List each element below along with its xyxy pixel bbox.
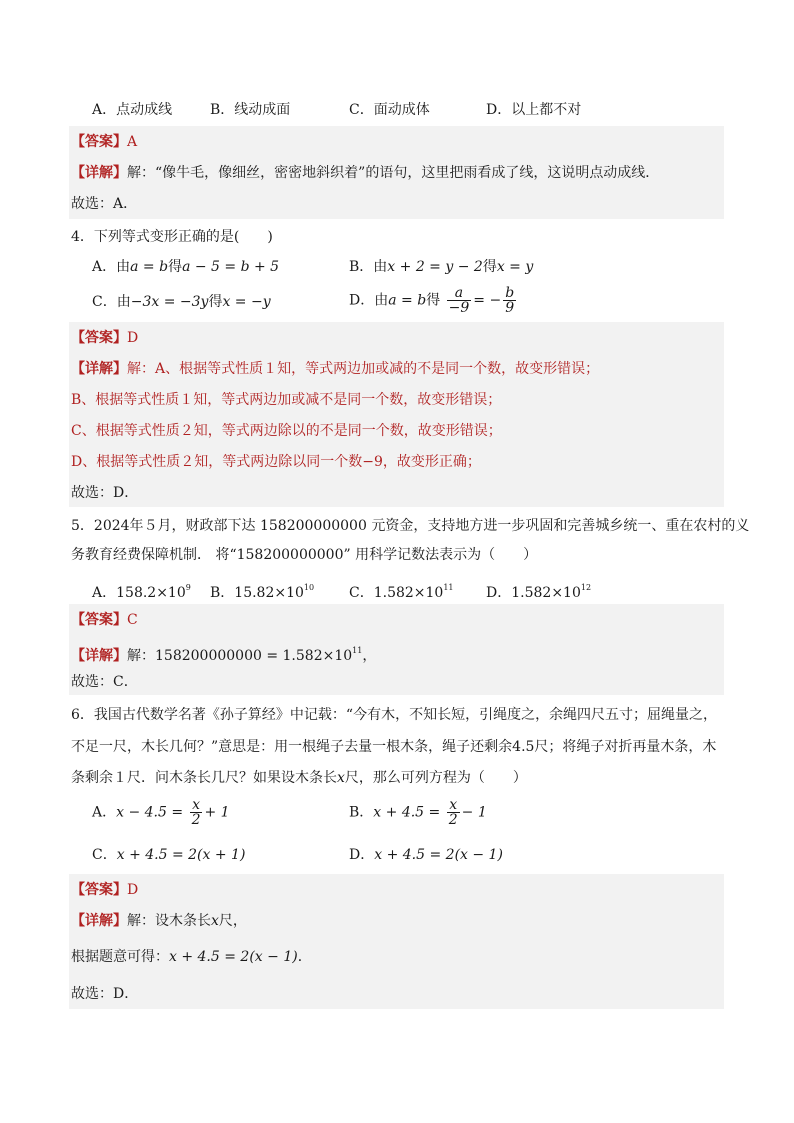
q5-stem-1: 5．2024年５月，财政部下达 158200000000 元资金，支持地方进一步巩固和完善城乡统一、重在农村的义 [71,518,750,534]
q4-answer: D [127,330,139,346]
q4-answer-box [69,322,724,507]
q3-option-a: A．点动成线 [92,102,173,118]
q5-answer: C [127,612,138,628]
q4-option-a: A．由a = b得a − 5 = b + 5 [92,259,280,275]
q3-answer-line [71,132,137,152]
answer-tag: 【答案】 [71,882,127,898]
detail-tag: 【详解】 [71,648,127,664]
q6-answer-line [71,880,138,900]
fraction: $\frac{a}{-9}$ [448,285,470,316]
q4-detail-1: 【详解】解：A、根据等式性质１知，等式两边加或减的不是同一个数，故变形错误； [71,361,600,377]
answer-tag: 【答案】 [71,330,127,346]
q5-choose: 故选：C． [71,674,138,690]
detail-tag: 【详解】 [71,361,127,377]
q6-stem-3: 条剩余１尺．问木条长几尺？如果设木条长x尺，那么可列方程为（ ） [71,770,527,786]
q4-stem: 4．下列等式变形正确的是( ) [71,229,273,245]
q5-stem-2: 务教育经费保障机制． 将“158200000000” 用科学记数法表示为（ ） [71,547,538,563]
q6-option-b: B．x + 4.5 = $\frac{x}{2}$ − 1 [349,797,487,828]
q3-detail: 解：“像牛毛，像细丝，密密地斜织着”的语句，这里把雨看成了线，这说明点动成线． [127,165,660,181]
q4-choose: 故选：D． [71,485,139,501]
q3-option-b: B．线动成面 [210,102,291,118]
q6-answer: D [127,882,139,898]
q5-detail: 【详解】解：$158200000000 = 1.582\times 10^{11}$， [71,646,377,664]
q6-detail-1: 【详解】解：设木条长x尺， [71,913,247,929]
q4-option-b: B．由x + 2 = y − 2得x = y [349,259,534,275]
fraction: $\frac{x}{2}$ [191,797,201,828]
q3-detail-line [71,163,659,183]
q5-option-c: C．$1.582\times 10^{11}$ [349,583,454,601]
q4-detail-4: D、根据等式性质２知，等式两边除以同一个数−9，故变形正确； [71,454,481,470]
detail-tag: 【详解】 [71,165,127,181]
q5-option-d: D．$1.582\times 10^{12}$ [486,583,592,601]
q5-answer-line [71,610,138,630]
q3-option-d: D．以上都不对 [486,102,582,118]
q6-option-c: C．x + 4.5 = 2(x + 1) [92,847,246,863]
q6-option-a: A．x − 4.5 = $\frac{x}{2}$ + 1 [92,797,230,828]
answer-tag: 【答案】 [71,612,127,628]
q6-detail-2: 根据题意可得：x + 4.5 = 2(x − 1)． [71,949,312,965]
q4-option-c: C．由−3x = −3y得x = −y [92,294,271,310]
q4-answer-line [71,328,138,348]
q6-answer-box [69,874,724,1009]
q5-option-b: B．$15.82\times 10^{10}$ [210,583,315,601]
q4-detail-3: C、根据等式性质２知，等式两边除以的不是同一个数，故变形错误； [71,423,502,439]
fraction: $\frac{x}{2}$ [448,797,458,828]
q3-option-c: C．面动成体 [349,102,430,118]
q6-stem-1: 6．我国古代数学名著《孙子算经》中记载：“今有木，不知长短，引绳度之，余绳四尺五寸；屈绳量之， [71,707,718,723]
q5-option-a: A．$158.2\times 10^9$ [92,583,191,601]
answer-tag: 【答案】 [71,134,127,150]
q6-stem-2: 不足一尺，木长几何？”意思是：用一根绳子去量一根木条，绳子还剩余4.5尺；将绳子对折再量木条，木 [71,739,717,755]
q6-option-d: D．x + 4.5 = 2(x − 1) [349,847,503,863]
q3-choose: 故选：A． [71,196,138,212]
fraction: $\frac{b}{9}$ [505,285,515,316]
q3-answer: A [127,134,138,150]
q6-choose: 故选：D． [71,986,139,1002]
detail-tag: 【详解】 [71,913,127,929]
q4-detail-2: B、根据等式性质１知，等式两边加或减不是同一个数，故变形错误； [71,392,502,408]
q4-option-d: D．由a = b得 $\frac{a}{-9}$ = − $\frac{b}{9}$ [349,285,515,316]
